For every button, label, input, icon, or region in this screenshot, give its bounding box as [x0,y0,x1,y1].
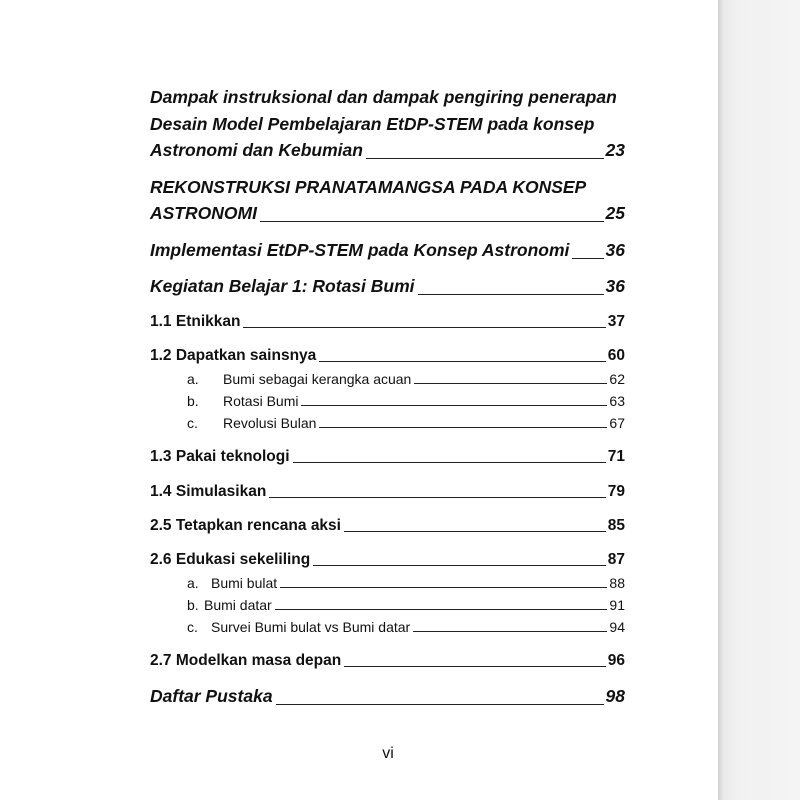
toc-page-number: 25 [605,203,625,223]
toc-subentry[interactable] [187,574,625,592]
leader-line [344,531,606,532]
toc-entry-dapatkan-sainsnya[interactable] [150,346,625,366]
toc-entry-label: Daftar Pustaka [150,686,273,706]
toc-page-number: 94 [609,619,625,635]
toc-entry-label: 1.2 Dapatkan sainsnya [150,347,317,364]
toc-page-number: 87 [607,551,625,568]
toc-entry-label: 2.6 Edukasi sekeliling [150,551,311,568]
toc-page-number: 98 [605,686,625,706]
toc-entry-tetapkan-rencana[interactable] [150,516,625,536]
toc-entry-label: Bumi bulat [211,575,278,591]
toc-entry-kegiatan-belajar[interactable] [150,273,625,299]
toc-entry-implementasi[interactable] [150,237,625,263]
leader-line [260,221,604,222]
toc-entry-label: ASTRONOMI [150,203,257,223]
toc-entry-label: 2.7 Modelkan masa depan [150,652,342,669]
toc-entry-label: 1.4 Simulasikan [150,483,267,500]
toc-entry-label: 1.3 Pakai teknologi [150,448,290,465]
toc-subentry[interactable] [187,596,625,614]
toc-entry-etnikkan[interactable] [150,312,625,332]
leader-line [366,158,604,159]
toc-page-number: 36 [605,276,625,296]
toc-entry-label: Revolusi Bulan [223,415,317,431]
toc-page-number: 23 [605,140,625,160]
toc-heading-line: Desain Model Pembelajaran EtDP-STEM pada konsep [150,114,595,134]
toc-page-number: 62 [609,371,625,387]
toc-page-number: 63 [609,393,625,409]
toc-entry-label: Bumi sebagai kerangka acuan [223,371,412,387]
toc-entry-label: 2.5 Tetapkan rencana aksi [150,517,341,534]
toc-subentry-letter: b. [187,393,199,409]
toc-entry-label: Survei Bumi bulat vs Bumi datar [211,619,411,635]
leader-line [319,427,607,428]
toc-heading-line: REKONSTRUKSI PRANATAMANGSA PADA KONSEP [150,177,587,197]
toc-page-number: 91 [609,597,625,613]
toc-page-number: 79 [607,483,625,500]
toc-page-number: 96 [607,652,625,669]
leader-line [243,327,605,328]
toc-entry-label: Kegiatan Belajar 1: Rotasi Bumi [150,276,415,296]
leader-line [276,704,604,705]
toc-subentry-letter: c. [187,619,198,635]
toc-subentry-letter: c. [187,415,198,431]
toc-subentry-letter: b. [187,597,199,613]
toc-subentry[interactable] [187,414,625,432]
toc-subentry-letter: a. [187,575,199,591]
toc-page-number: 85 [607,517,625,534]
toc-entry-dampak[interactable] [150,137,625,163]
toc-entry-modelkan-masa-depan[interactable] [150,651,625,671]
page-number: vi [382,745,394,762]
leader-line [319,361,605,362]
toc-entry-pakai-teknologi[interactable] [150,447,625,467]
toc-subentry[interactable] [187,370,625,388]
toc-page-number: 60 [607,347,625,364]
toc-entry-label: Implementasi EtDP-STEM pada Konsep Astronomi [150,240,570,260]
toc-page-number: 37 [607,313,625,330]
toc-entry-edukasi-sekeliling[interactable] [150,550,625,570]
toc-entry-label: Bumi datar [204,597,272,613]
leader-line [275,609,608,610]
leader-line [301,405,607,406]
toc-page-number: 36 [605,240,625,260]
toc-page-number: 71 [607,448,625,465]
toc-subentry[interactable] [187,618,625,636]
leader-line [572,258,603,259]
toc-entry-daftar-pustaka[interactable] [150,683,625,709]
leader-line [293,462,606,463]
leader-line [269,497,605,498]
toc-page-number: 88 [609,575,625,591]
toc-entry-label: Rotasi Bumi [223,393,299,409]
toc-subentry[interactable] [187,392,625,410]
toc-subentry-letter: a. [187,371,199,387]
leader-line [344,666,606,667]
toc-heading-line: Dampak instruksional dan dampak pengiring penerapan [150,87,617,107]
toc-entry-label: Astronomi dan Kebumian [150,140,363,160]
leader-line [313,565,606,566]
toc-entry-rekonstruksi[interactable] [150,200,625,226]
leader-line [414,383,607,384]
toc-entry-simulasikan[interactable] [150,482,625,502]
leader-line [413,631,607,632]
leader-line [418,294,604,295]
leader-line [280,587,607,588]
toc-entry-label: 1.1 Etnikkan [150,313,241,330]
toc-page-number: 67 [609,415,625,431]
